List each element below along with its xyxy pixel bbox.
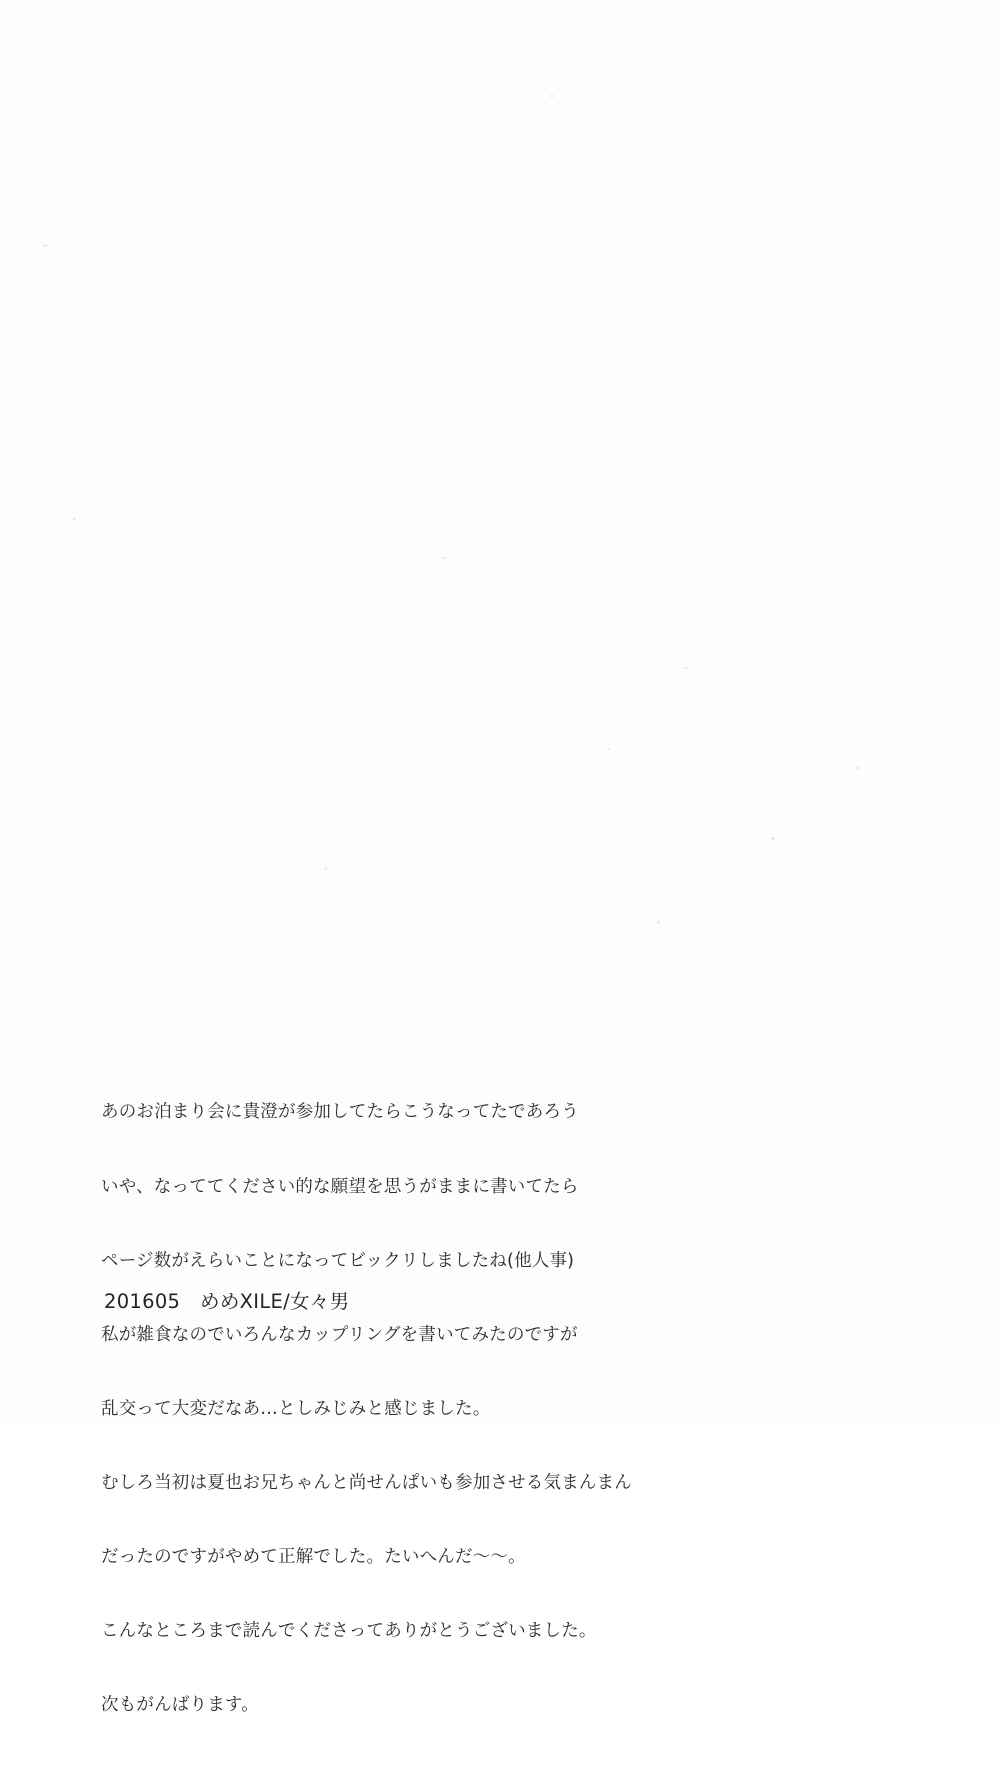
afterword-line: ページ数がえらいことになってビックリしましたね(他人事)	[101, 1250, 575, 1271]
afterword-line: こんなところまで読んでくださってありがとうございました。	[101, 1621, 597, 1642]
afterword-line: あのお泊まり会に貴澄が参加してたらこうなってたであろう	[101, 1102, 579, 1123]
scan-speck	[324, 868, 327, 870]
scan-speck	[73, 518, 76, 520]
date-signature: 201605 めめXILE/女々男	[104, 1290, 350, 1313]
scan-speck	[443, 557, 446, 559]
afterword-line: 私が雑食なのでいろんなカップリングを書いてみたのですが	[101, 1324, 578, 1345]
afterword-line: 次もがんばります。	[101, 1695, 259, 1716]
afterword-line: いや、なっててください的な願望を思うがままに書いてたら	[101, 1176, 579, 1197]
afterword-line: 乱交って大変だなあ…としみじみと感じました。	[101, 1398, 491, 1419]
scan-speck	[657, 921, 660, 924]
scan-speck	[550, 95, 554, 97]
scan-speck	[607, 748, 610, 750]
scan-speck	[685, 667, 688, 669]
scan-speck	[771, 837, 775, 840]
scan-speck	[855, 767, 859, 769]
afterword-text	[101, 1051, 632, 1767]
afterword-line: むしろ当初は夏也お兄ちゃんと尚せんぱいも参加させる気まんまん	[101, 1472, 632, 1493]
scan-speck	[42, 244, 48, 247]
afterword-line: だったのですがやめて正解でした。たいへんだ～～。	[101, 1547, 526, 1568]
